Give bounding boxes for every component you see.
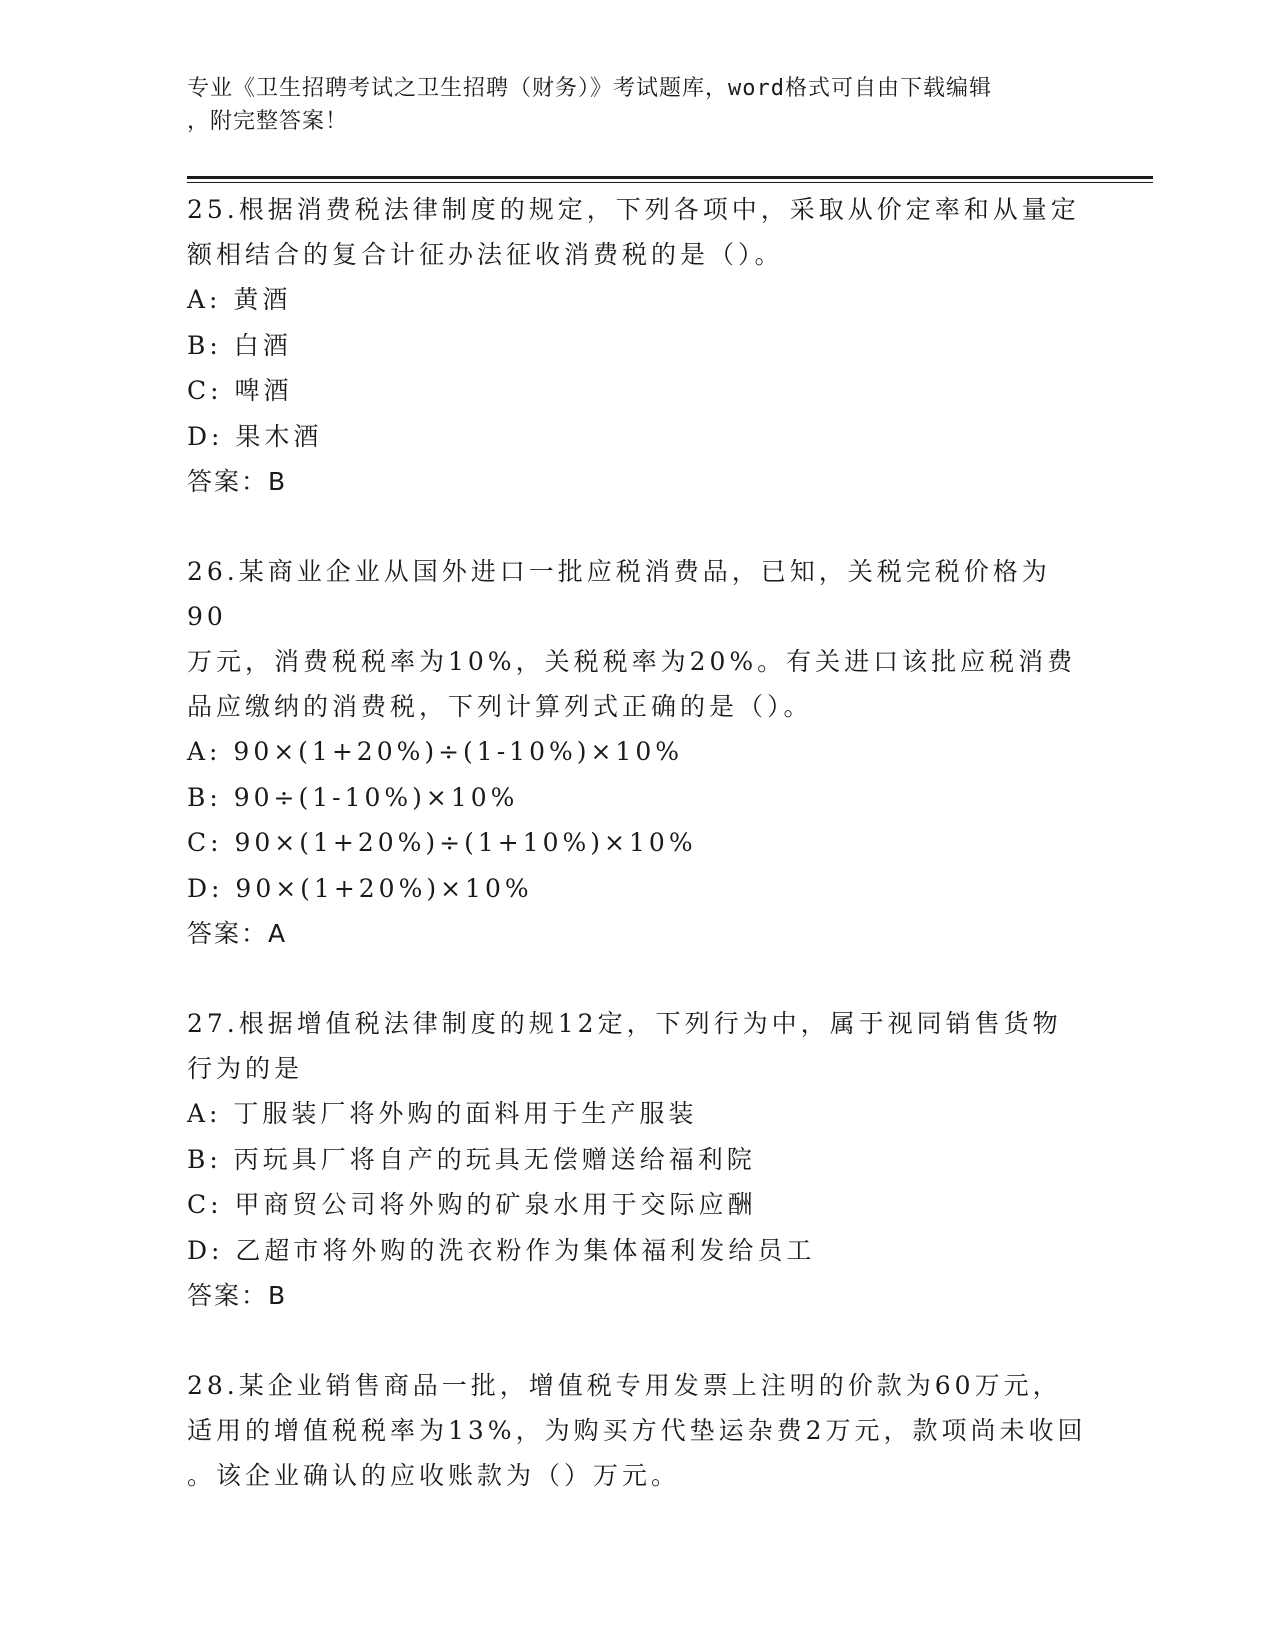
document-header bbox=[187, 72, 1087, 138]
question-26 bbox=[187, 549, 1087, 956]
question-25 bbox=[187, 187, 1087, 504]
answer-label: 答案：B bbox=[187, 467, 288, 496]
question-gap bbox=[187, 504, 1087, 549]
option-d: D: 乙超市将外购的洗衣粉作为集体福利发给员工 bbox=[187, 1235, 816, 1265]
question-stem-line: 25.根据消费税法律制度的规定，下列各项中，采取从价定率和从量定 bbox=[187, 195, 1080, 224]
question-stem-line: 行为的是 bbox=[187, 1054, 304, 1083]
question-stem-line: 27.根据增值税法律制度的规12定，下列行为中，属于视同销售货物 bbox=[187, 1009, 1062, 1038]
question-27 bbox=[187, 1001, 1087, 1318]
option-d: D: 90×(1+20%)×10% bbox=[187, 873, 533, 903]
question-stem-line: 26.某商业企业从国外进口一批应税消费品，已知，关税完税价格为90 bbox=[187, 557, 1051, 631]
question-stem-line: 28.某企业销售商品一批，增值税专用发票上注明的价款为60万元， bbox=[187, 1371, 1062, 1400]
header-divider-thick bbox=[187, 176, 1153, 179]
question-list bbox=[187, 187, 1087, 1498]
question-28 bbox=[187, 1363, 1087, 1498]
option-a: A: 丁服装厂将外购的面料用于生产服装 bbox=[187, 1099, 698, 1128]
question-gap bbox=[187, 956, 1087, 1001]
option-c: C: 甲商贸公司将外购的矿泉水用于交际应酬 bbox=[187, 1190, 757, 1219]
header-line-2: ，附完整答案！ bbox=[187, 109, 349, 134]
option-b: B: 白酒 bbox=[187, 330, 292, 360]
question-stem-line: 适用的增值税税率为13%，为购买方代垫运杂费2万元，款项尚未收回 bbox=[187, 1416, 1087, 1445]
option-d: D: 果木酒 bbox=[187, 421, 323, 451]
header-divider-thin bbox=[187, 182, 1153, 183]
header-line-1: 专业《卫生招聘考试之卫生招聘（财务）》考试题库，word格式可自由下载编辑 bbox=[187, 76, 992, 101]
answer-label: 答案：A bbox=[187, 919, 288, 948]
option-b: B: 丙玩具厂将自产的玩具无偿赠送给福利院 bbox=[187, 1144, 756, 1174]
option-b: B: 90÷(1-10%)×10% bbox=[187, 782, 519, 812]
question-stem-line: 。该企业确认的应收账款为（）万元。 bbox=[187, 1461, 681, 1490]
option-a: A: 90×(1+20%)÷(1-10%)×10% bbox=[187, 737, 683, 766]
option-a: A: 黄酒 bbox=[187, 285, 292, 314]
question-stem-line: 品应缴纳的消费税，下列计算列式正确的是（）。 bbox=[187, 692, 813, 721]
answer-label: 答案：B bbox=[187, 1281, 288, 1310]
question-stem-line: 万元，消费税税率为10%，关税税率为20%。有关进口该批应税消费 bbox=[187, 647, 1077, 676]
question-stem-line: 额相结合的复合计征办法征收消费税的是（）。 bbox=[187, 240, 784, 269]
option-c: C: 90×(1+20%)÷(1+10%)×10% bbox=[187, 828, 697, 857]
option-c: C: 啤酒 bbox=[187, 376, 293, 405]
question-gap bbox=[187, 1318, 1087, 1363]
